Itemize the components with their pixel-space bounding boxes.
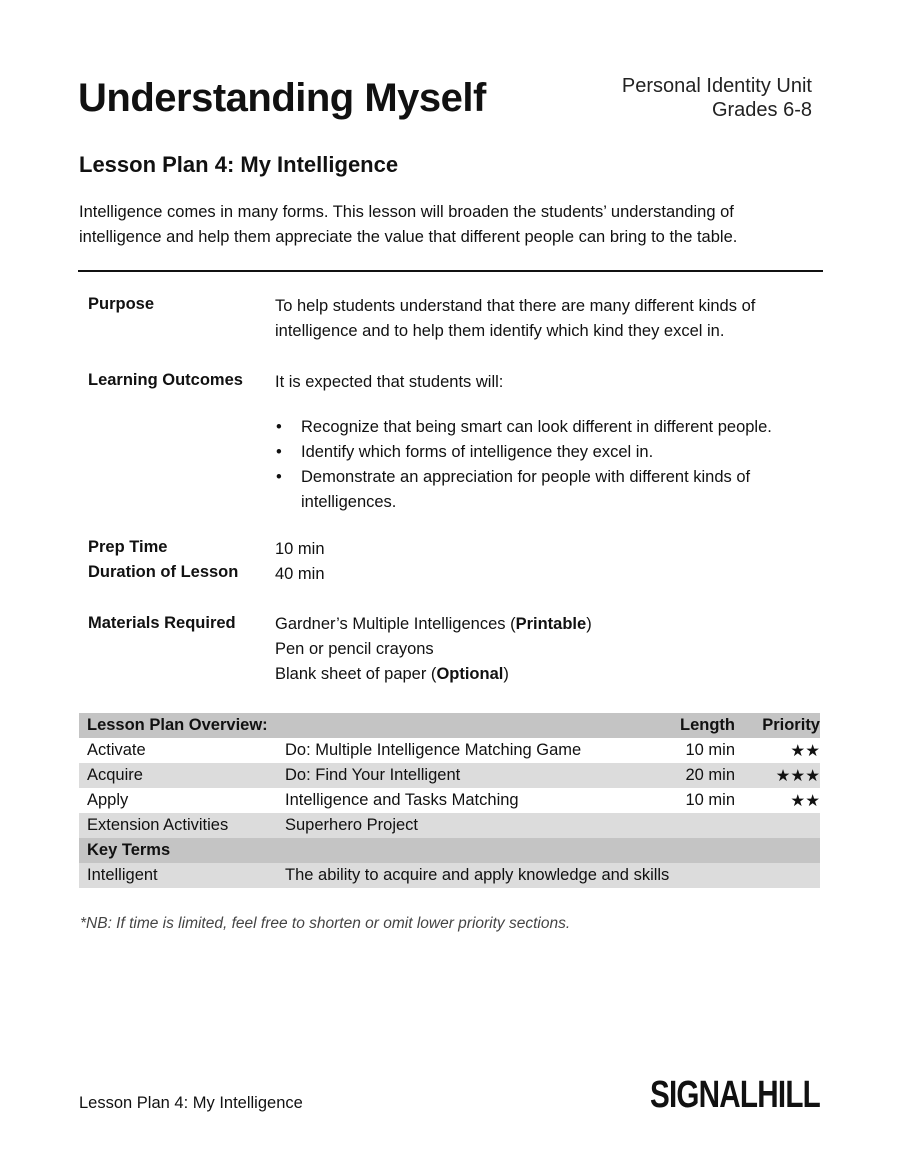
length-cell: 10 min [645,788,735,813]
outcome-text: Identify which forms of intelligence they excel in. [301,443,654,461]
outcome-text: Recognize that being smart can look different in different people. [301,418,772,436]
list-item [275,415,820,440]
footer-label: Lesson Plan 4: My Intelligence [79,1094,303,1112]
table-row [79,738,820,763]
overview-header: Lesson Plan Overview: [79,713,645,738]
key-terms-header-row [79,838,820,863]
duration-value: 40 min [275,565,325,583]
grade-range: Grades 6-8 [711,99,812,121]
outcomes-list [275,415,820,515]
materials-label: Materials Required [88,614,236,632]
phase-cell: Acquire [79,763,277,788]
material-item: Blank sheet of paper (Optional) [275,665,509,683]
activity-cell: Superhero Project [277,813,645,838]
material-item: Gardner’s Multiple Intelligences (Printable) [275,615,592,633]
key-terms-label: Key Terms [79,838,820,863]
bullet-icon: • [276,418,282,436]
outcomes-intro: It is expected that students will: [275,373,504,391]
length-cell [645,813,735,838]
outcome-text: Demonstrate an appreciation for people with different kinds of intelligences. [301,468,751,511]
length-cell: 10 min [645,738,735,763]
bullet-icon: • [276,468,282,486]
term-cell: Intelligent [79,863,277,888]
lesson-subtitle: Lesson Plan 4: My Intelligence [79,152,399,177]
priority-header: Priority [735,713,820,738]
materials-list [275,612,820,687]
signalhill-logo: SIGNALHILL [649,1074,820,1116]
definition-cell: The ability to acquire and apply knowledge and skills [277,863,820,888]
unit-name: Personal Identity Unit [621,75,812,97]
priority-stars: ★★ [735,738,820,763]
list-item [275,465,820,515]
length-cell: 20 min [645,763,735,788]
page-title: Understanding Myself [78,76,486,120]
phase-cell: Extension Activities [79,813,277,838]
priority-stars [735,813,820,838]
purpose-text: To help students understand that there are many different kinds of intelligence and to help them identify which kind they excel in. [275,297,756,340]
prep-time-label: Prep Time [88,538,168,556]
phase-cell: Apply [79,788,277,813]
lesson-intro: Intelligence comes in many forms. This lesson will broaden the students’ understanding of intelligence and help them appreciate the value that different people can bring to the table. [79,203,738,246]
bullet-icon: • [276,443,282,461]
activity-cell: Intelligence and Tasks Matching [277,788,645,813]
table-header-row [79,713,820,738]
activity-cell: Do: Find Your Intelligent [277,763,645,788]
unit-info [622,74,812,122]
material-item: Pen or pencil crayons [275,640,434,658]
activity-cell: Do: Multiple Intelligence Matching Game [277,738,645,763]
table-row [79,763,820,788]
lesson-overview-table [79,713,820,888]
prep-time-value: 10 min [275,540,325,558]
list-item [275,440,820,465]
table-row [79,788,820,813]
table-row [79,813,820,838]
outcomes-label: Learning Outcomes [88,371,243,389]
priority-stars: ★★ [735,788,820,813]
priority-note: *NB: If time is limited, feel free to shorten or omit lower priority sections. [80,915,571,932]
length-header: Length [645,713,735,738]
purpose-label: Purpose [88,295,155,313]
section-divider [78,270,823,272]
table-row [79,863,820,888]
priority-stars: ★★★ [735,763,820,788]
duration-label: Duration of Lesson [88,563,239,581]
phase-cell: Activate [79,738,277,763]
